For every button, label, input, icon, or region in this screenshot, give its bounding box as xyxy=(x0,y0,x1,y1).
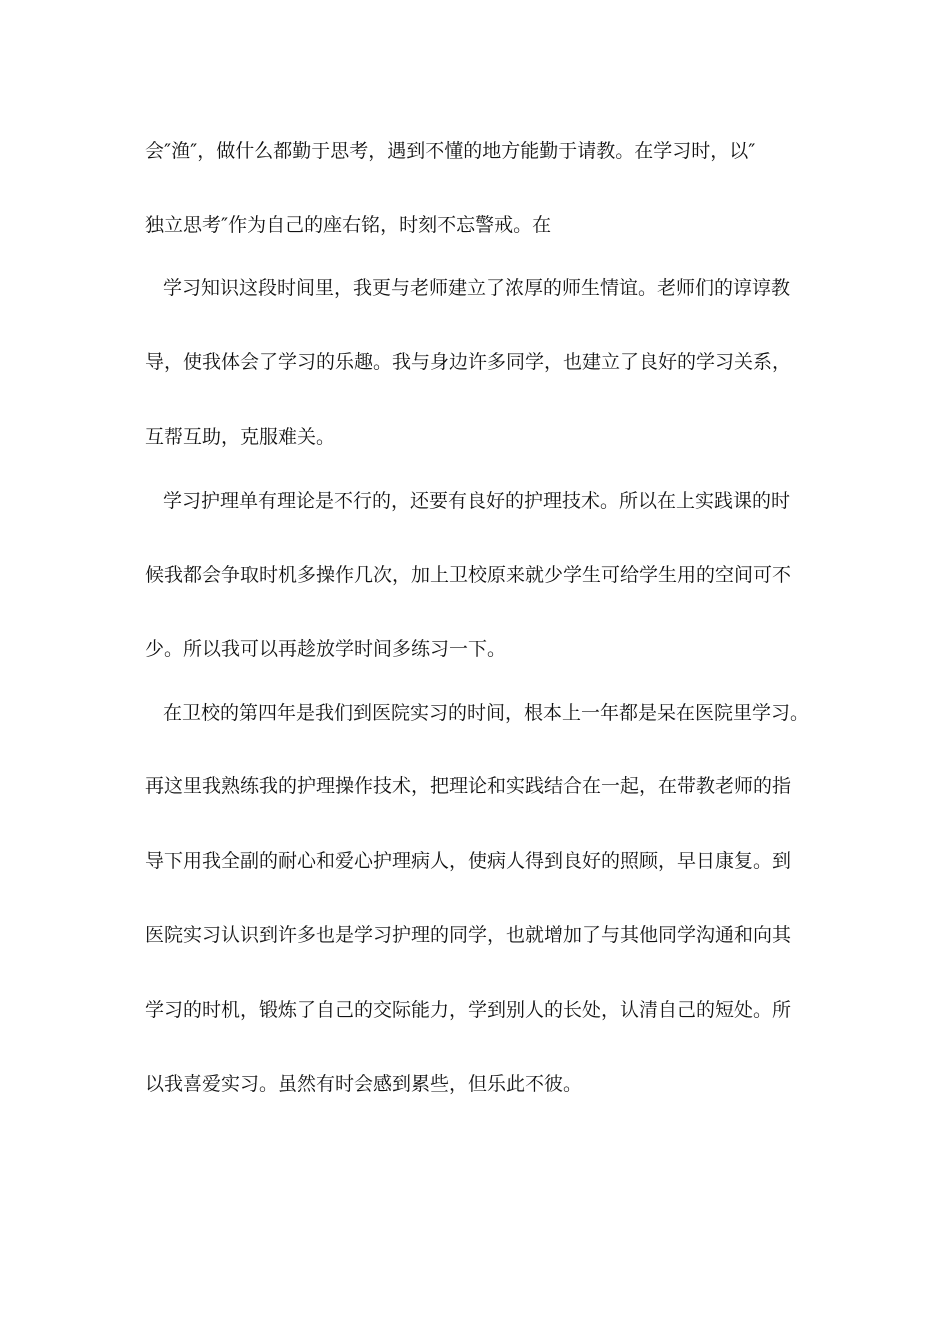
text-line-12: 医院实习认识到许多也是学习护理的同学，也就增加了与其他同学沟通和向其 xyxy=(145,924,792,946)
text-line-14: 以我喜爱实习。虽然有时会感到累些，但乐此不彼。 xyxy=(145,1073,583,1095)
text-line-2: 独立思考″作为自己的座右铭，时刻不忘警戒。在 xyxy=(145,214,552,236)
text-line-13: 学习的时机，锻炼了自己的交际能力，学到别人的长处，认清自己的短处。所 xyxy=(145,999,792,1021)
text-line-3: 学习知识这段时间里，我更与老师建立了浓厚的师生情谊。老师们的谆谆教 xyxy=(163,277,791,299)
text-line-9: 在卫校的第四年是我们到医院实习的时间，根本上一年都是呆在医院里学习。 xyxy=(163,702,810,724)
text-line-11: 导下用我全副的耐心和爱心护理病人，使病人得到良好的照顾，早日康复。到 xyxy=(145,850,792,872)
text-line-10: 再这里我熟练我的护理操作技术，把理论和实践结合在一起，在带教老师的指 xyxy=(145,775,792,797)
text-line-6: 学习护理单有理论是不行的，还要有良好的护理技术。所以在上实践课的时 xyxy=(163,490,791,512)
text-line-5: 互帮互助，克服难关。 xyxy=(145,426,336,448)
text-line-4: 导，使我体会了学习的乐趣。我与身边许多同学，也建立了良好的学习关系， xyxy=(145,351,792,373)
text-line-1: 会″渔″，做什么都勤于思考，遇到不懂的地方能勤于请教。在学习时，以″ xyxy=(145,140,756,162)
text-line-8: 少。所以我可以再趁放学时间多练习一下。 xyxy=(145,638,507,660)
text-line-7: 候我都会争取时机多操作几次，加上卫校原来就少学生可给学生用的空间可不 xyxy=(145,564,792,586)
